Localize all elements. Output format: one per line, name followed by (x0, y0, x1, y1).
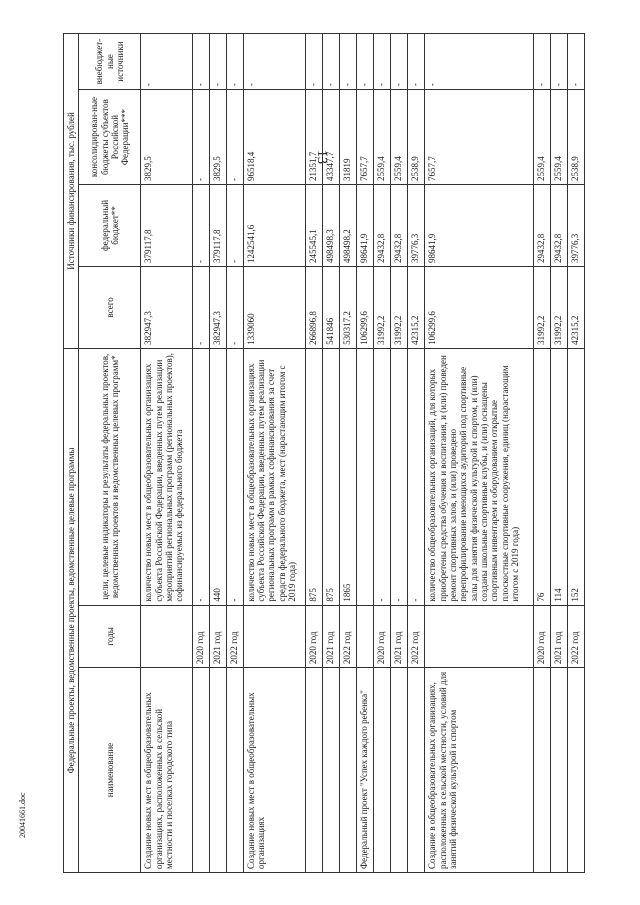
indicator-cell: 1865 (340, 348, 357, 605)
year-cell: 2022 год (567, 605, 584, 668)
indicator-cell: - (391, 348, 408, 605)
federal-cell: 1242541,6 (243, 185, 306, 267)
years-header: годы (79, 605, 141, 668)
year-cell: 2021 год (391, 605, 408, 668)
indicator-cell: - (226, 348, 243, 605)
year-cell: 2021 год (323, 605, 340, 668)
year-cell: 2021 год (209, 605, 226, 668)
federal-header: федеральный бюджет** (79, 185, 141, 267)
name-cell (306, 668, 323, 873)
total-cell: 541846 (323, 266, 340, 348)
name-cell (209, 668, 226, 873)
year-cell (425, 605, 534, 668)
rotated-table-container (63, 33, 585, 873)
table-row (408, 34, 425, 873)
page-number: 13 (314, 150, 329, 164)
year-cell: 2020 год (374, 605, 391, 668)
total-cell: 530317,2 (340, 266, 357, 348)
table-row (340, 34, 357, 873)
regional-cell: 2538,9 (567, 90, 584, 185)
name-cell (226, 668, 243, 873)
name-cell (533, 668, 550, 873)
indicator-cell: 440 (209, 348, 226, 605)
regional-cell: 2559,4 (374, 90, 391, 185)
total-cell: 106299,6 (357, 266, 374, 348)
year-cell (141, 605, 192, 668)
table-row (323, 34, 340, 873)
name-cell (567, 668, 584, 873)
name-cell (408, 668, 425, 873)
total-cell: - (192, 266, 209, 348)
year-cell: 2022 год (408, 605, 425, 668)
offbudget-cell: - (357, 34, 374, 90)
federal-cell: 29432,8 (374, 185, 391, 267)
year-cell: 2020 год (306, 605, 323, 668)
name-cell (374, 668, 391, 873)
indicator-cell (357, 348, 374, 605)
federal-cell: 29432,8 (391, 185, 408, 267)
regional-cell: 3829,5 (141, 90, 192, 185)
table-body (141, 34, 585, 873)
regional-cell: 2559,4 (550, 90, 567, 185)
name-cell: Федеральный проект "Успех каждого ребенка" (357, 668, 374, 873)
name-cell: Создание новых мест в общеобразовательных организациях, расположенных в сельской местности и поселках городского типа (141, 668, 192, 873)
year-cell: 2020 год (533, 605, 550, 668)
table-row (141, 34, 192, 873)
name-cell (391, 668, 408, 873)
offbudget-cell: - (226, 34, 243, 90)
indicator-cell: количество новых мест в общеобразовательных организациях субъекта Российской Федерации, введенных путем реализации региональных программ в рамках софинансирования за счет средств федерального бюджета, мест (нарастающим итогом с 2019 года) (243, 348, 306, 605)
regional-cell: 7657,7 (357, 90, 374, 185)
table-row (391, 34, 408, 873)
finance-title-header: Источники финансирования, тыс. рублей (64, 34, 79, 349)
offbudget-cell: - (243, 34, 306, 90)
year-cell (243, 605, 306, 668)
table-row (425, 34, 534, 873)
offbudget-cell: - (306, 34, 323, 90)
offbudget-cell: - (192, 34, 209, 90)
offbudget-cell: - (567, 34, 584, 90)
total-cell: 1339060 (243, 266, 306, 348)
year-cell: 2021 год (550, 605, 567, 668)
year-cell (357, 605, 374, 668)
federal-cell: - (192, 185, 209, 267)
regional-cell: 43347,7 (323, 90, 340, 185)
year-cell: 2020 год (192, 605, 209, 668)
table-row (567, 34, 584, 873)
total-cell: 31992,2 (550, 266, 567, 348)
table-row (192, 34, 209, 873)
table-row (533, 34, 550, 873)
federal-cell: 498498,3 (323, 185, 340, 267)
total-header: всего (79, 266, 141, 348)
total-cell: - (226, 266, 243, 348)
indicator-cell: - (192, 348, 209, 605)
federal-cell: 39776,3 (408, 185, 425, 267)
table-row (357, 34, 374, 873)
indicator-cell: - (408, 348, 425, 605)
indicator-cell: - (374, 348, 391, 605)
indicator-cell: 114 (550, 348, 567, 605)
total-cell: 31992,2 (391, 266, 408, 348)
name-cell: Создание новых мест в общеобразовательных организациях (243, 668, 306, 873)
name-header: наименование (79, 668, 141, 873)
document-filename: 20041661.doc (18, 792, 27, 838)
federal-cell: 98641,9 (425, 185, 534, 267)
offbudget-cell: - (550, 34, 567, 90)
total-cell: 31992,2 (374, 266, 391, 348)
table-row (550, 34, 567, 873)
financing-table (63, 33, 585, 873)
year-cell: 2022 год (226, 605, 243, 668)
regional-cell: 2538,9 (408, 90, 425, 185)
regional-cell: 31819 (340, 90, 357, 185)
total-cell: 42315,2 (408, 266, 425, 348)
federal-cell: 39776,3 (567, 185, 584, 267)
table-row (374, 34, 391, 873)
offbudget-cell: - (408, 34, 425, 90)
goals-header: цели, целевые индикаторы и результаты федеральных проектов, ведомственных проектов и ведомственных целевых программ* (79, 348, 141, 605)
table-row (209, 34, 226, 873)
total-cell: 31992,2 (533, 266, 550, 348)
regional-cell: - (192, 90, 209, 185)
indicator-cell: количество общеобразовательных организаций, для которых приобретены средства обучения и воспитания, и (или) проведен ремонт спортивных залов, и (или) проведено перепрофилирование имеющихся аудиторий под спортивные залы для занятия физической культурой и спортом, и (или) созданы школьные спортивные клубы, и (или) оснащены спортивным инвентарем и оборудованием открытые плоскостные спортивные сооружения, единиц (нарастающим итогом с 2019 года) (425, 348, 534, 605)
federal-cell: 245545,1 (306, 185, 323, 267)
regional-cell: 3829,5 (209, 90, 226, 185)
name-cell (340, 668, 357, 873)
offbudget-cell: - (391, 34, 408, 90)
regional-cell: 7657,7 (425, 90, 534, 185)
federal-cell: 379117,8 (141, 185, 192, 267)
offbudget-cell: - (209, 34, 226, 90)
federal-cell: 98641,9 (357, 185, 374, 267)
indicator-cell: 152 (567, 348, 584, 605)
indicator-cell: 76 (533, 348, 550, 605)
regional-cell: 2559,4 (533, 90, 550, 185)
offbudget-cell: - (340, 34, 357, 90)
regional-header: консолидирован-ные бюджеты субъектов Российской Федерации*** (79, 90, 141, 185)
offbudget-cell: - (141, 34, 192, 90)
federal-cell: 379117,8 (209, 185, 226, 267)
offbudget-cell: - (533, 34, 550, 90)
offbudget-cell: - (374, 34, 391, 90)
name-cell (550, 668, 567, 873)
indicator-cell: количество новых мест в общеобразовательных организациях субъекта Российской Федерации, введенных путем реализации мероприятий региональных программ (региональных проектов), софинансируемых из федерального бюджета (141, 348, 192, 605)
indicator-cell: 875 (306, 348, 323, 605)
offbudget-cell: - (425, 34, 534, 90)
offbudget-cell: - (323, 34, 340, 90)
total-cell: 266896,8 (306, 266, 323, 348)
offbudget-header: внебюджет-ные источники (79, 34, 141, 90)
federal-cell: - (226, 185, 243, 267)
group-title-header: Федеральные проекты, ведомственные проекты, ведомственные целевые программы (64, 348, 79, 872)
regional-cell: 96518,4 (243, 90, 306, 185)
federal-cell: 29432,8 (533, 185, 550, 267)
indicator-cell: 875 (323, 348, 340, 605)
total-cell: 382947,3 (209, 266, 226, 348)
name-cell: Создание в общеобразовательных организациях, расположенных в сельской местности, условий для занятий физической культурой и спортом (425, 668, 534, 873)
total-cell: 106299,6 (425, 266, 534, 348)
regional-cell: - (226, 90, 243, 185)
federal-cell: 498498,2 (340, 185, 357, 267)
name-cell (192, 668, 209, 873)
total-cell: 42315,2 (567, 266, 584, 348)
name-cell (323, 668, 340, 873)
total-cell: 382947,3 (141, 266, 192, 348)
regional-cell: 21351,7 (306, 90, 323, 185)
federal-cell: 29432,8 (550, 185, 567, 267)
regional-cell: 2559,4 (391, 90, 408, 185)
table-row (243, 34, 306, 873)
year-cell: 2022 год (340, 605, 357, 668)
table-row (306, 34, 323, 873)
table-row (226, 34, 243, 873)
